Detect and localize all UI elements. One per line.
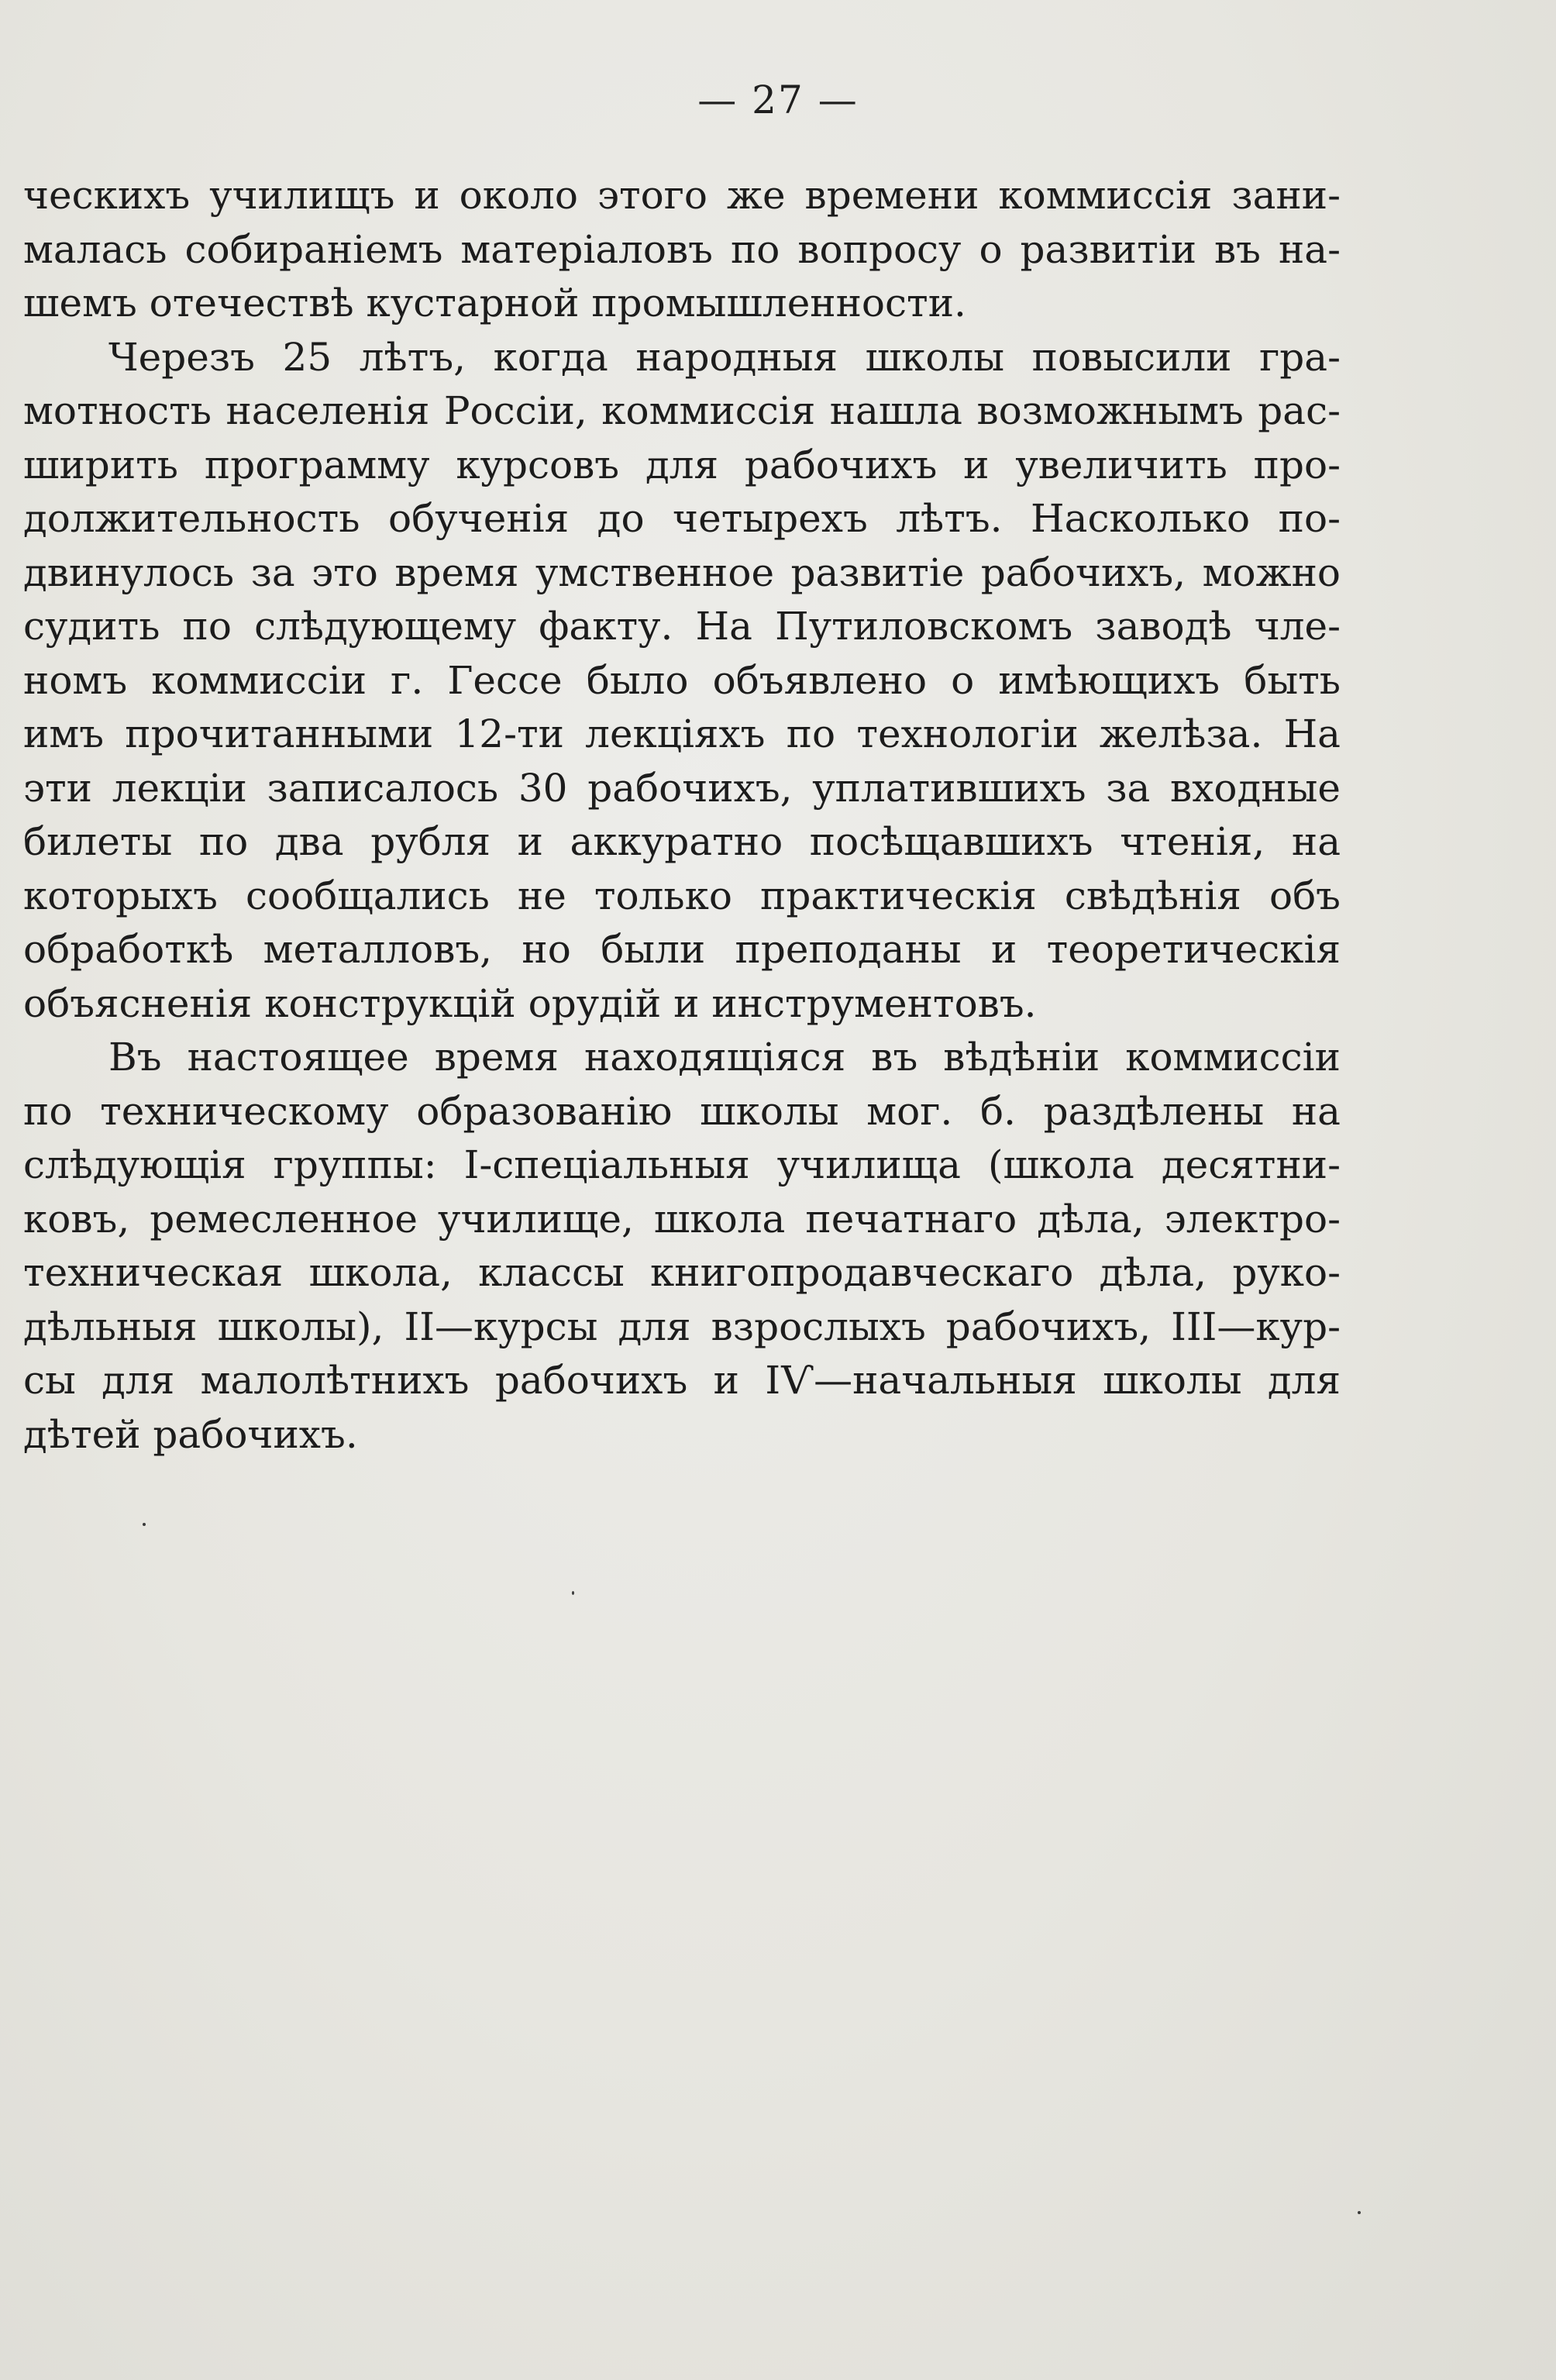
text-line: должительность обученія до четырехъ лѣтъ. Насколько по- bbox=[23, 496, 1341, 541]
body-text bbox=[23, 169, 1341, 1462]
paper-speck bbox=[143, 1523, 146, 1526]
paragraph-2 bbox=[23, 331, 1341, 1032]
paper-speck bbox=[572, 1591, 574, 1595]
text-line: ковъ, ремесленное училище, школа печатнаго дѣла, электро- bbox=[23, 1196, 1341, 1242]
text-line: объясненія конструкцій орудій и инструментовъ. bbox=[23, 980, 1037, 1026]
text-line: мотность населенія Россіи, коммиссія нашла возможнымъ рас- bbox=[23, 388, 1341, 433]
text-line: имъ прочитанными 12-ти лекціяхъ по технологіи желѣза. На bbox=[23, 711, 1341, 756]
page-number: — 27 — bbox=[697, 77, 859, 122]
text-line: номъ коммиссіи г. Гессе было объявлено о имѣющихъ быть bbox=[23, 657, 1341, 703]
text-line: билеты по два рубля и аккуратно посѣщавшихъ чтенія, на bbox=[23, 819, 1341, 864]
text-line: шемъ отечествѣ кустарной промышленности. bbox=[23, 281, 966, 325]
text-line: дѣльныя школы), ІІ—курсы для взрослыхъ рабочихъ, ІІІ—кур- bbox=[23, 1304, 1341, 1349]
text-line: которыхъ сообщались не только практическія свѣдѣнія объ bbox=[23, 873, 1341, 918]
paper-speck bbox=[1358, 2211, 1361, 2214]
text-line: дѣтей рабочихъ. bbox=[23, 1411, 358, 1457]
text-line: малась собираніемъ матеріаловъ по вопросу о развитіи въ на- bbox=[23, 226, 1341, 272]
text-line: обработкѣ металловъ, но были преподаны и теоретическія bbox=[23, 927, 1341, 972]
paragraph-1 bbox=[23, 169, 1341, 331]
paragraph-3 bbox=[23, 1031, 1341, 1462]
text-line: слѣдующія группы: І-спеціальныя училища (школа десятни- bbox=[23, 1142, 1341, 1187]
text-line: ширить программу курсовъ для рабочихъ и увеличить про- bbox=[23, 442, 1341, 487]
text-line: эти лекціи записалось 30 рабочихъ, уплатившихъ за входные bbox=[23, 765, 1341, 811]
text-line: двинулось за это время умственное развитіе рабочихъ, можно bbox=[23, 549, 1341, 595]
text-line: судить по слѣдующему факту. На Путиловскомъ заводѣ чле- bbox=[23, 604, 1341, 649]
text-line: техническая школа, классы книгопродавческаго дѣла, руко- bbox=[23, 1250, 1341, 1295]
text-line: Въ настоящее время находящіяся въ вѣдѣніи коммиссіи bbox=[108, 1035, 1341, 1080]
text-line: ческихъ училищъ и около этого же времени коммиссія зани- bbox=[23, 173, 1341, 218]
text-line: по техническому образованію школы мог. б. раздѣлены на bbox=[23, 1088, 1341, 1134]
text-line: сы для малолѣтнихъ рабочихъ и ІѴ—начальныя школы для bbox=[23, 1358, 1341, 1403]
text-line: Черезъ 25 лѣтъ, когда народныя школы повысили гра- bbox=[108, 334, 1341, 380]
